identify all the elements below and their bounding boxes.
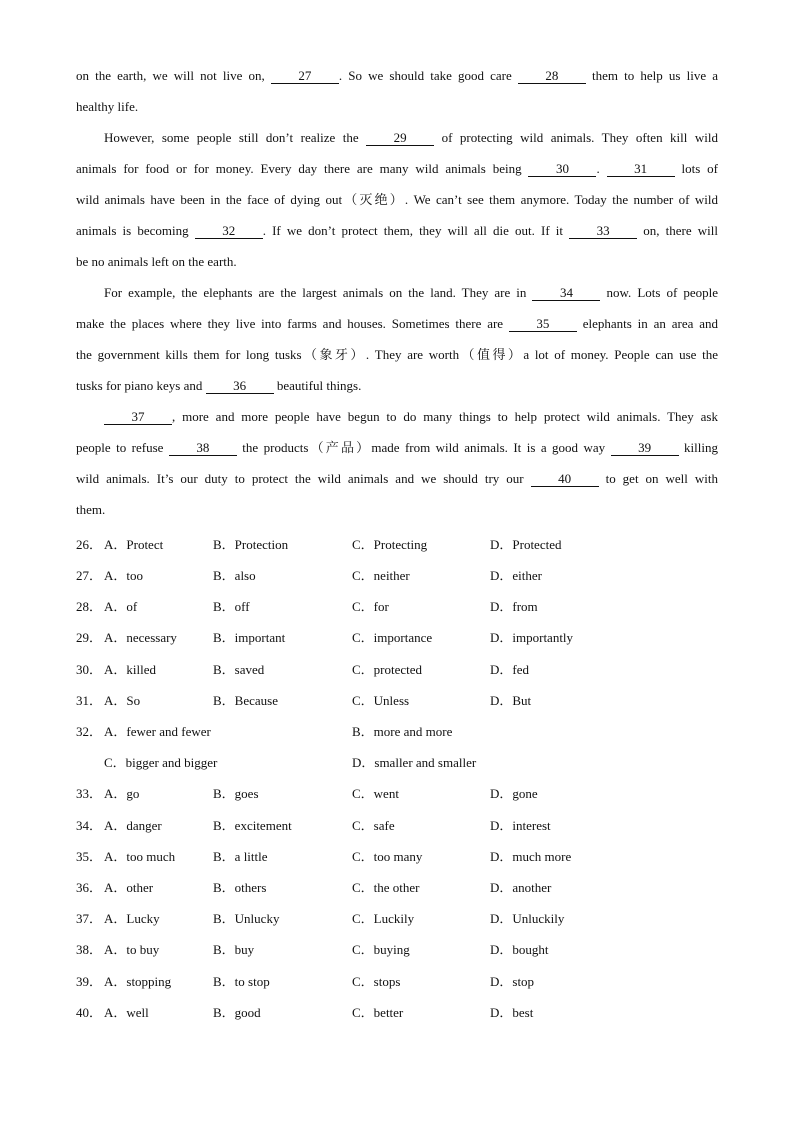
passage-text: now. Lots of people — [600, 285, 718, 300]
passage-line — [76, 401, 718, 432]
passage-text: beautiful things. — [273, 378, 362, 393]
option-c[interactable]: C．neither — [352, 568, 410, 583]
option-b[interactable]: B．saved — [213, 662, 265, 677]
blank-35[interactable]: 35 — [509, 317, 577, 332]
option-d[interactable]: D．best — [490, 1005, 534, 1020]
passage-line — [76, 215, 718, 246]
passage-text: of protecting wild animals. They often kill wild — [434, 130, 718, 145]
option-b[interactable]: B．Unlucky — [213, 911, 280, 926]
question-38 — [76, 934, 718, 965]
passage-line: them. — [76, 502, 106, 517]
option-c[interactable]: C．went — [352, 786, 399, 801]
option-c[interactable]: C．for — [352, 599, 389, 614]
passage-text: . If we don’t protect them, they will all die out. If it — [262, 223, 570, 238]
blank-28[interactable]: 28 — [518, 69, 586, 84]
question-26 — [76, 529, 718, 560]
option-a[interactable]: A．So — [104, 693, 141, 708]
question-30 — [76, 654, 718, 685]
option-d[interactable]: D．either — [490, 568, 542, 583]
option-c[interactable]: C．protected — [352, 662, 423, 677]
option-c[interactable]: C．Protecting — [352, 537, 428, 552]
option-d[interactable]: D．fed — [490, 662, 529, 677]
blank-34[interactable]: 34 — [532, 286, 600, 301]
option-a[interactable]: A．danger — [104, 818, 162, 833]
passage-line: healthy life. — [76, 99, 139, 114]
passage-text: For example, the elephants are the largest animals on the land. They are in — [104, 285, 533, 300]
option-b[interactable]: B．excitement — [213, 818, 292, 833]
option-d[interactable]: D．interest — [490, 818, 551, 833]
question-39 — [76, 966, 718, 997]
option-a[interactable]: A．stopping — [104, 974, 172, 989]
option-a[interactable]: A．other — [104, 880, 154, 895]
blank-31[interactable]: 31 — [607, 162, 675, 177]
passage-line: wild animals have been in the face of dying out（灭绝）. We can’t see them anymore. Today the number of wild — [76, 192, 718, 207]
option-c[interactable]: C．bigger and bigger — [104, 755, 218, 770]
question-number: 29． — [76, 630, 103, 645]
passage-text: on, there will — [637, 223, 718, 238]
option-d[interactable]: D．smaller and smaller — [352, 755, 477, 770]
question-36 — [76, 872, 718, 903]
question-number: 31． — [76, 693, 103, 708]
passage-text: animals is becoming — [76, 223, 195, 238]
question-32 — [76, 716, 718, 747]
passage-text: them to help us live a — [585, 68, 718, 83]
option-c[interactable]: C．safe — [352, 818, 395, 833]
question-40 — [76, 997, 718, 1028]
option-b[interactable]: B．off — [213, 599, 250, 614]
option-d[interactable]: D．much more — [490, 849, 572, 864]
blank-40[interactable]: 40 — [531, 472, 599, 487]
blank-33[interactable]: 33 — [569, 224, 637, 239]
passage-text: However, some people still don’t realize the — [104, 130, 367, 145]
passage-text: . So we should take good care — [338, 68, 518, 83]
option-b[interactable]: B．to stop — [213, 974, 270, 989]
question-number: 27． — [76, 568, 103, 583]
option-d[interactable]: D．gone — [490, 786, 538, 801]
question-34 — [76, 810, 718, 841]
question-number: 30． — [76, 662, 103, 677]
option-c[interactable]: C．Luckily — [352, 911, 415, 926]
question-number: 33． — [76, 786, 103, 801]
option-d[interactable]: D．bought — [490, 942, 549, 957]
option-b[interactable]: B．goes — [213, 786, 259, 801]
question-number: 28． — [76, 599, 103, 614]
question-33 — [76, 778, 718, 809]
option-d[interactable]: D．another — [490, 880, 552, 895]
question-number: 34． — [76, 818, 103, 833]
blank-38[interactable]: 38 — [169, 441, 237, 456]
option-a[interactable]: A．necessary — [104, 630, 177, 645]
option-d[interactable]: D．Protected — [490, 537, 562, 552]
option-b[interactable]: B．others — [213, 880, 267, 895]
passage-text: wild animals. It’s our duty to protect the wild animals and we should try our — [76, 471, 531, 486]
passage-text: elephants in an area and — [576, 316, 718, 331]
option-a[interactable]: A．well — [104, 1005, 149, 1020]
option-d[interactable]: D．from — [490, 599, 538, 614]
option-b[interactable]: B．also — [213, 568, 256, 583]
passage-text: to get on well with — [598, 471, 718, 486]
blank-39[interactable]: 39 — [611, 441, 679, 456]
passage-text: people to refuse — [76, 440, 169, 455]
passage-line: be no animals left on the earth. — [76, 254, 237, 269]
question-29 — [76, 622, 718, 653]
passage-text: , more and more people have begun to do many things to help protect wild animals. They ask — [172, 409, 718, 424]
passage-line — [76, 60, 718, 91]
option-b[interactable]: B．a little — [213, 849, 268, 864]
blank-36[interactable]: 36 — [206, 379, 274, 394]
option-d[interactable]: D．But — [490, 693, 532, 708]
question-number: 35． — [76, 849, 103, 864]
passage-text: killing — [678, 440, 718, 455]
passage-text: tusks for piano keys and — [76, 378, 206, 393]
option-c[interactable]: C．importance — [352, 630, 433, 645]
question-28 — [76, 591, 718, 622]
question-number: 36． — [76, 880, 103, 895]
passage-text: on the earth, we will not live on, — [76, 68, 271, 83]
option-b[interactable]: B．important — [213, 630, 286, 645]
option-a[interactable]: A．fewer and fewer — [104, 724, 211, 739]
option-c[interactable]: C．too many — [352, 849, 423, 864]
option-a[interactable]: A．too — [104, 568, 144, 583]
passage-line — [76, 370, 718, 401]
question-number: 39． — [76, 974, 103, 989]
passage-text: make the places where they live into farms and houses. Sometimes there are — [76, 316, 509, 331]
passage-line — [76, 153, 718, 184]
passage-text: lots of — [674, 161, 718, 176]
question-27 — [76, 560, 718, 591]
option-a[interactable]: A．to buy — [104, 942, 160, 957]
question-number: 40． — [76, 1005, 103, 1020]
option-c[interactable]: C．stops — [352, 974, 401, 989]
option-a[interactable]: A．of — [104, 599, 138, 614]
passage-line — [76, 432, 718, 463]
passage-text: . — [596, 161, 607, 176]
option-a[interactable]: A．killed — [104, 662, 156, 677]
question-31 — [76, 685, 718, 716]
blank-37[interactable]: 37 — [104, 410, 172, 425]
option-b[interactable]: B．Protection — [213, 537, 289, 552]
option-d[interactable]: D．Unluckily — [490, 911, 565, 926]
blank-29[interactable]: 29 — [366, 131, 434, 146]
question-32-continued — [76, 747, 718, 778]
option-c[interactable]: C．Unless — [352, 693, 410, 708]
blank-30[interactable]: 30 — [528, 162, 596, 177]
option-a[interactable]: A．Protect — [104, 537, 164, 552]
option-b[interactable]: B．buy — [213, 942, 255, 957]
option-b[interactable]: B．more and more — [352, 724, 453, 739]
passage-line — [76, 122, 718, 153]
option-c[interactable]: C．better — [352, 1005, 404, 1020]
blank-27[interactable]: 27 — [271, 69, 339, 84]
passage-line — [76, 277, 718, 308]
question-number: 38． — [76, 942, 103, 957]
option-c[interactable]: C．the other — [352, 880, 420, 895]
option-a[interactable]: A．too much — [104, 849, 176, 864]
question-35 — [76, 841, 718, 872]
passage-text: animals for food or for money. Every day there are many wild animals being — [76, 161, 529, 176]
passage-line — [76, 308, 718, 339]
option-a[interactable]: A．Lucky — [104, 911, 160, 926]
option-d[interactable]: D．importantly — [490, 630, 574, 645]
passage-line — [76, 463, 718, 494]
option-d[interactable]: D．stop — [490, 974, 535, 989]
passage-text: the products（产品）made from wild animals. It is a good way — [236, 440, 611, 455]
question-number: 37． — [76, 911, 103, 926]
option-b[interactable]: B．good — [213, 1005, 261, 1020]
question-37 — [76, 903, 718, 934]
question-number: 32． — [76, 724, 103, 739]
option-b[interactable]: B．Because — [213, 693, 278, 708]
passage-line: the government kills them for long tusks（象牙）. They are worth（值得）a lot of money. People can use the — [76, 347, 718, 362]
question-number: 26． — [76, 537, 103, 552]
option-a[interactable]: A．go — [104, 786, 140, 801]
blank-32[interactable]: 32 — [195, 224, 263, 239]
option-c[interactable]: C．buying — [352, 942, 410, 957]
